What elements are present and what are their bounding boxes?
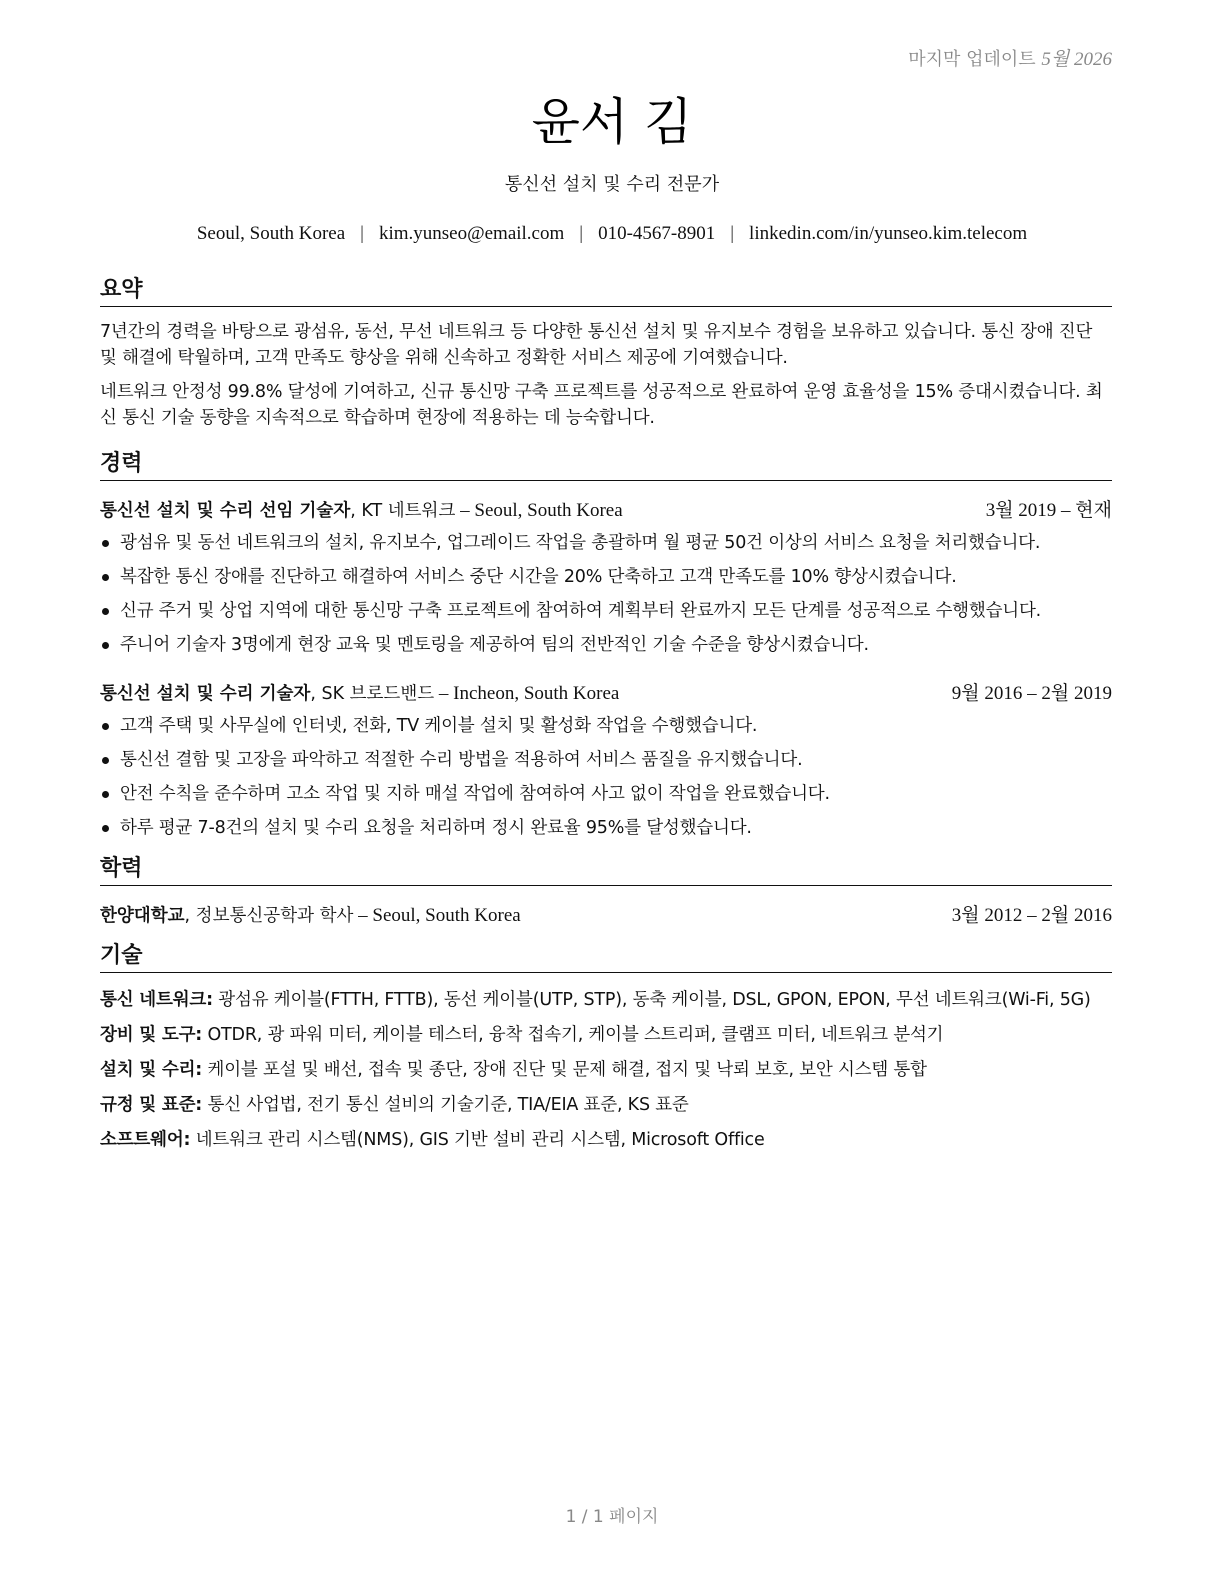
summary-paragraph: 7년간의 경력을 바탕으로 광섬유, 동선, 무선 네트워크 등 다양한 통신선 설치 및 유지보수 경험을 보유하고 있습니다. 통신 장애 진단 및 해결에 탁월하며, 고객 만족도 향상을 위해 신속하고 정확한 서비스 제공에 기여했습니다.	[100, 322, 1093, 368]
last-updated	[908, 44, 1112, 71]
job-bullet: 고객 주택 및 사무실에 인터넷, 전화, TV 케이블 설치 및 활성화 작업을 수행했습니다.	[100, 709, 1112, 743]
job-bullets	[100, 526, 1112, 662]
job-bullet: 신규 주거 및 상업 지역에 대한 통신망 구축 프로젝트에 참여하여 계획부터 완료까지 모든 단계를 성공적으로 수행했습니다.	[100, 594, 1112, 628]
job-bullet: 안전 수칙을 준수하며 고소 작업 및 지하 매설 작업에 참여하여 사고 없이 작업을 완료했습니다.	[100, 777, 1112, 811]
contact-separator: |	[360, 223, 364, 244]
skill-value: OTDR, 광 파워 미터, 케이블 테스터, 융착 접속기, 케이블 스트리퍼, 클램프 미터, 네트워크 분석기	[207, 1025, 944, 1045]
section-title-summary: 요약	[100, 276, 1112, 307]
skill-row	[100, 1092, 1112, 1118]
job-location: Incheon, South Korea	[453, 683, 620, 704]
skill-label: 규정 및 표준:	[100, 1095, 203, 1115]
job-dates: 9월 2016 – 2월 2019	[951, 683, 1112, 704]
job-company: SK 브로드밴드	[321, 684, 435, 704]
skill-value: 광섬유 케이블(FTTH, FTTB), 동선 케이블(UTP, STP), 동축 케이블, DSL, GPON, EPON, 무선 네트워크(Wi-Fi, 5G)	[218, 990, 1091, 1010]
job-header: 통신선 설치 및 수리 선임 기술자, KT 네트워크 – Seoul, South Korea 3월 2019 – 현재	[100, 495, 1112, 522]
skill-label: 설치 및 수리:	[100, 1060, 203, 1080]
education-school: 한양대학교	[100, 906, 185, 926]
skill-label: 통신 네트워크:	[100, 990, 213, 1010]
job-dates: 3월 2019 – 현재	[985, 500, 1112, 521]
contact-linkedin[interactable]: linkedin.com/in/yunseo.kim.telecom	[749, 223, 1028, 244]
contact-separator: |	[579, 223, 584, 244]
candidate-title: 통신선 설치 및 수리 전문가	[504, 174, 720, 195]
skill-row	[100, 1057, 1112, 1083]
skill-label: 장비 및 도구:	[100, 1025, 203, 1045]
job-entry	[100, 678, 1112, 845]
education-degree: 정보통신공학과 학사	[195, 906, 354, 926]
skill-row	[100, 1127, 1112, 1153]
contact-line	[0, 223, 1224, 245]
education-location: Seoul, South Korea	[372, 905, 521, 926]
contact-phone: 010-4567-8901	[598, 223, 716, 244]
contact-location: Seoul, South Korea	[196, 223, 346, 244]
summary-paragraph: 네트워크 안정성 99.8% 달성에 기여하고, 신규 통신망 구축 프로젝트를 성공적으로 완료하여 운영 효율성을 15% 증대시켰습니다. 최신 통신 기술 동향을 지속적으로 학습하며 현장에 적용하는 데 능숙합니다.	[100, 382, 1103, 428]
contact-email[interactable]: kim.yunseo@email.com	[378, 223, 565, 244]
job-header: 통신선 설치 및 수리 기술자, SK 브로드밴드 – Incheon, South Korea 9월 2016 – 2월 2019	[100, 678, 1112, 705]
skill-value: 케이블 포설 및 배선, 접속 및 종단, 장애 진단 및 문제 해결, 접지 및 낙뢰 보호, 보안 시스템 통합	[207, 1060, 927, 1080]
job-bullet: 통신선 결함 및 고장을 파악하고 적절한 수리 방법을 적용하여 서비스 품질을 유지했습니다.	[100, 743, 1112, 777]
job-role: 통신선 설치 및 수리 기술자	[100, 684, 311, 704]
job-bullet: 광섬유 및 동선 네트워크의 설치, 유지보수, 업그레이드 작업을 총괄하며 월 평균 50건 이상의 서비스 요청을 처리했습니다.	[100, 526, 1112, 560]
candidate-name: 윤서 김	[531, 93, 693, 151]
contact-separator: |	[730, 223, 735, 244]
job-role: 통신선 설치 및 수리 선임 기술자	[100, 501, 351, 521]
job-bullet: 주니어 기술자 3명에게 현장 교육 및 멘토링을 제공하여 팀의 전반적인 기술 수준을 향상시켰습니다.	[100, 628, 1112, 662]
section-title-education: 학력	[100, 855, 1112, 886]
page-indicator: 1 / 1 페이지	[565, 1507, 659, 1527]
skill-value: 네트워크 관리 시스템(NMS), GIS 기반 설비 관리 시스템, Microsoft Office	[195, 1130, 765, 1150]
job-entry	[100, 495, 1112, 662]
summary-section	[100, 276, 1112, 431]
education-entry: 한양대학교, 정보통신공학과 학사 – Seoul, South Korea 3월 2012 – 2월 2016	[100, 900, 1112, 927]
job-company: KT 네트워크	[361, 501, 456, 521]
last-updated-label: 마지막 업데이트	[908, 49, 1036, 70]
job-bullet: 하루 평균 7-8건의 설치 및 수리 요청을 처리하며 정시 완료율 95%를 달성했습니다.	[100, 811, 1112, 845]
section-title-experience: 경력	[100, 450, 1112, 481]
job-bullets	[100, 709, 1112, 845]
education-dates: 3월 2012 – 2월 2016	[951, 905, 1112, 926]
skill-row	[100, 987, 1112, 1013]
section-title-skills: 기술	[100, 942, 1112, 973]
experience-section	[100, 450, 1112, 845]
skill-value: 통신 사업법, 전기 통신 설비의 기술기준, TIA/EIA 표준, KS 표준	[207, 1095, 689, 1115]
skills-section	[100, 942, 1112, 1162]
skill-label: 소프트웨어:	[100, 1130, 191, 1150]
job-location: Seoul, South Korea	[474, 500, 623, 521]
skill-row	[100, 1022, 1112, 1048]
job-bullet: 복잡한 통신 장애를 진단하고 해결하여 서비스 중단 시간을 20% 단축하고 고객 만족도를 10% 향상시켰습니다.	[100, 560, 1112, 594]
education-section	[100, 855, 1112, 927]
last-updated-date: 5월 2026	[1041, 49, 1112, 70]
